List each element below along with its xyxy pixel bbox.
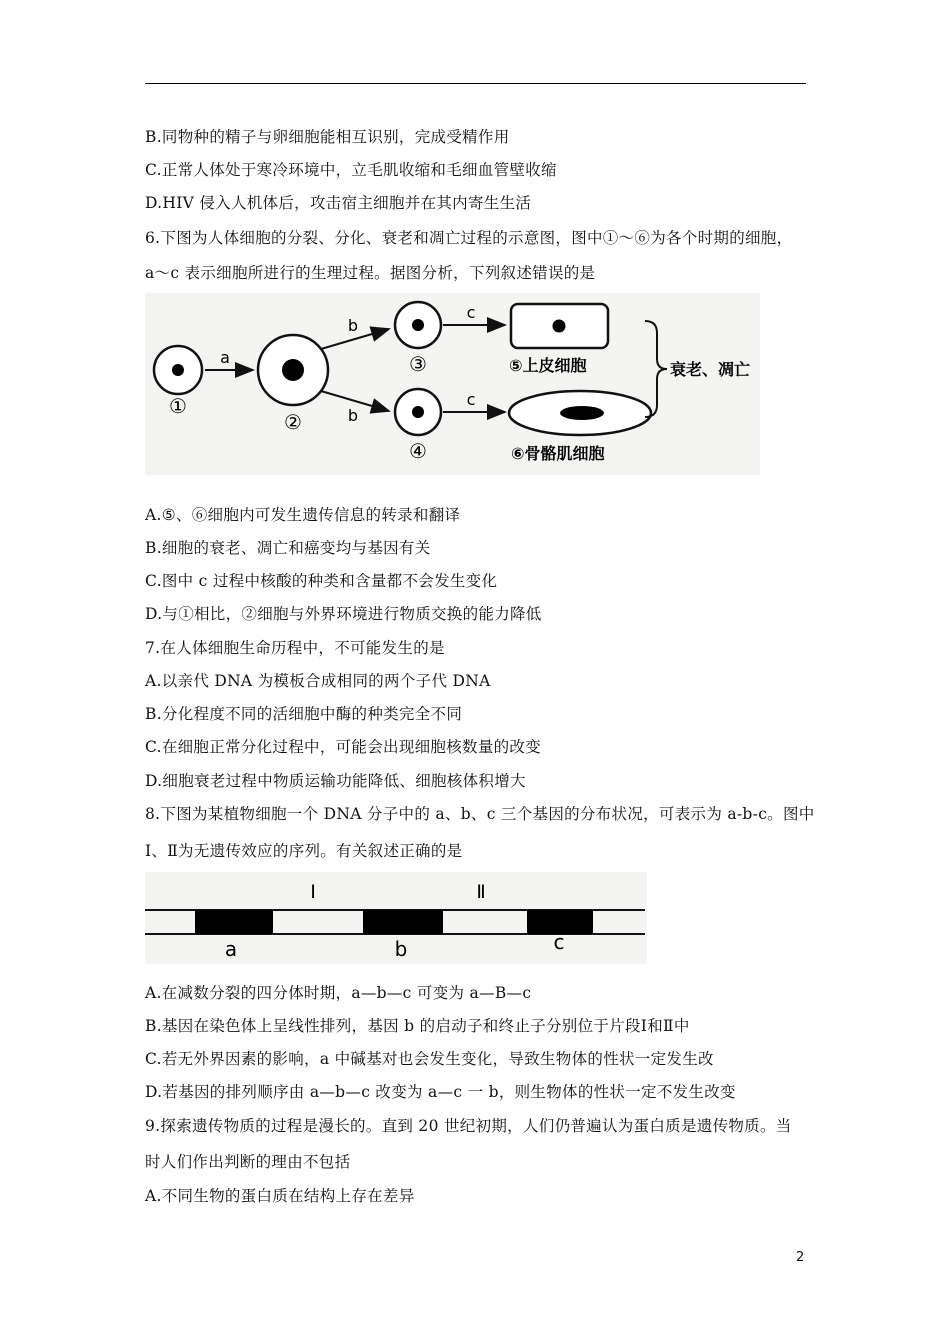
- gene-a-block: [195, 910, 273, 934]
- figure-background: [145, 293, 760, 475]
- q7-option-d: D.细胞衰老过程中物质运输功能降低、细胞核体积增大: [145, 772, 526, 790]
- fate-label: 衰老、凋亡: [670, 360, 751, 379]
- cell-6-nucleus: [560, 406, 604, 420]
- gene-c-label: c: [553, 930, 565, 954]
- q5-option-d: D.HIV 侵入人机体后，攻击宿主细胞并在其内寄生生活: [145, 194, 532, 212]
- gene-b-label: b: [394, 937, 408, 961]
- q5-option-b: B.同物种的精子与卵细胞能相互识别，完成受精作用: [145, 128, 510, 146]
- cell-process-diagram: [145, 293, 760, 475]
- process-c-upper-label: c: [466, 303, 476, 322]
- q7-stem: 7.在人体细胞生命历程中，不可能发生的是: [145, 639, 445, 657]
- cell-3-nucleus: [412, 319, 424, 331]
- cell-4-nucleus: [412, 406, 424, 418]
- q8-stem-line2: Ⅰ、Ⅱ为无遗传效应的序列。有关叙述正确的是: [145, 842, 463, 860]
- cell-6-label: ⑥骨骼肌细胞: [511, 444, 605, 463]
- q8-option-a: A.在减数分裂的四分体时期，a—b—c 可变为 a—B—c: [145, 984, 532, 1002]
- dna-gene-diagram: [145, 872, 647, 964]
- cell-2-nucleus: [282, 359, 304, 381]
- q8-option-c: C.若无外界因素的影响，a 中碱基对也会发生变化，导致生物体的性状一定发生改: [145, 1050, 714, 1068]
- process-a-label: a: [220, 348, 230, 367]
- q7-option-c: C.在细胞正常分化过程中，可能会出现细胞核数量的改变: [145, 738, 542, 756]
- cell-3-label: ③: [409, 352, 427, 376]
- cell-1-label: ①: [169, 394, 187, 418]
- q6-option-d: D.与①相比，②细胞与外界环境进行物质交换的能力降低: [145, 605, 542, 623]
- process-b-upper-label: b: [347, 316, 359, 335]
- segment-II-label: Ⅱ: [476, 881, 486, 903]
- q8-option-b: B.基因在染色体上呈线性排列，基因 b 的启动子和终止子分别位于片段Ⅰ和Ⅱ中: [145, 1017, 690, 1035]
- gene-b-block: [363, 910, 443, 934]
- cell-5-label: ⑤上皮细胞: [509, 356, 587, 375]
- gene-a-label: a: [224, 937, 238, 961]
- q7-option-a: A.以亲代 DNA 为模板合成相同的两个子代 DNA: [145, 672, 491, 690]
- q9-stem-line1: 9.探索遗传物质的过程是漫长的。直到 20 世纪初期，人们仍普遍认为蛋白质是遗传物质。当: [145, 1117, 792, 1135]
- cell-1-nucleus: [172, 364, 184, 376]
- q9-stem-line2: 时人们作出判断的理由不包括: [145, 1153, 351, 1171]
- q6-option-c: C.图中 c 过程中核酸的种类和含量都不会发生变化: [145, 572, 498, 590]
- q9-option-a: A.不同生物的蛋白质在结构上存在差异: [145, 1187, 415, 1205]
- q6-stem-line2: a～c 表示细胞所进行的生理过程。据图分析，下列叙述错误的是: [145, 264, 596, 282]
- header-rule: [145, 83, 806, 84]
- q7-option-b: B.分化程度不同的活细胞中酶的种类完全不同: [145, 705, 463, 723]
- process-b-lower-label: b: [347, 406, 359, 425]
- q6-stem-line1: 6.下图为人体细胞的分裂、分化、衰老和凋亡过程的示意图，图中①～⑥为各个时期的细胞，: [145, 229, 793, 247]
- q8-stem-line1: 8.下图为某植物细胞一个 DNA 分子中的 a、b、c 三个基因的分布状况，可表示为 a-b-c。图中: [145, 805, 815, 823]
- page-number: 2: [796, 1250, 805, 1265]
- q6-option-a: A.⑤、⑥细胞内可发生遗传信息的转录和翻译: [145, 506, 461, 524]
- cell-5-nucleus: [553, 320, 566, 333]
- q8-option-d: D.若基因的排列顺序由 a—b—c 改变为 a—c 一 b，则生物体的性状一定不发生改变: [145, 1083, 736, 1101]
- process-c-lower-label: c: [466, 390, 476, 409]
- q6-option-b: B.细胞的衰老、凋亡和癌变均与基因有关: [145, 539, 431, 557]
- cell-2-label: ②: [284, 410, 302, 434]
- q5-option-c: C.正常人体处于寒冷环境中，立毛肌收缩和毛细血管壁收缩: [145, 161, 557, 179]
- cell-4-label: ④: [409, 439, 427, 463]
- segment-I-label: Ⅰ: [310, 881, 316, 903]
